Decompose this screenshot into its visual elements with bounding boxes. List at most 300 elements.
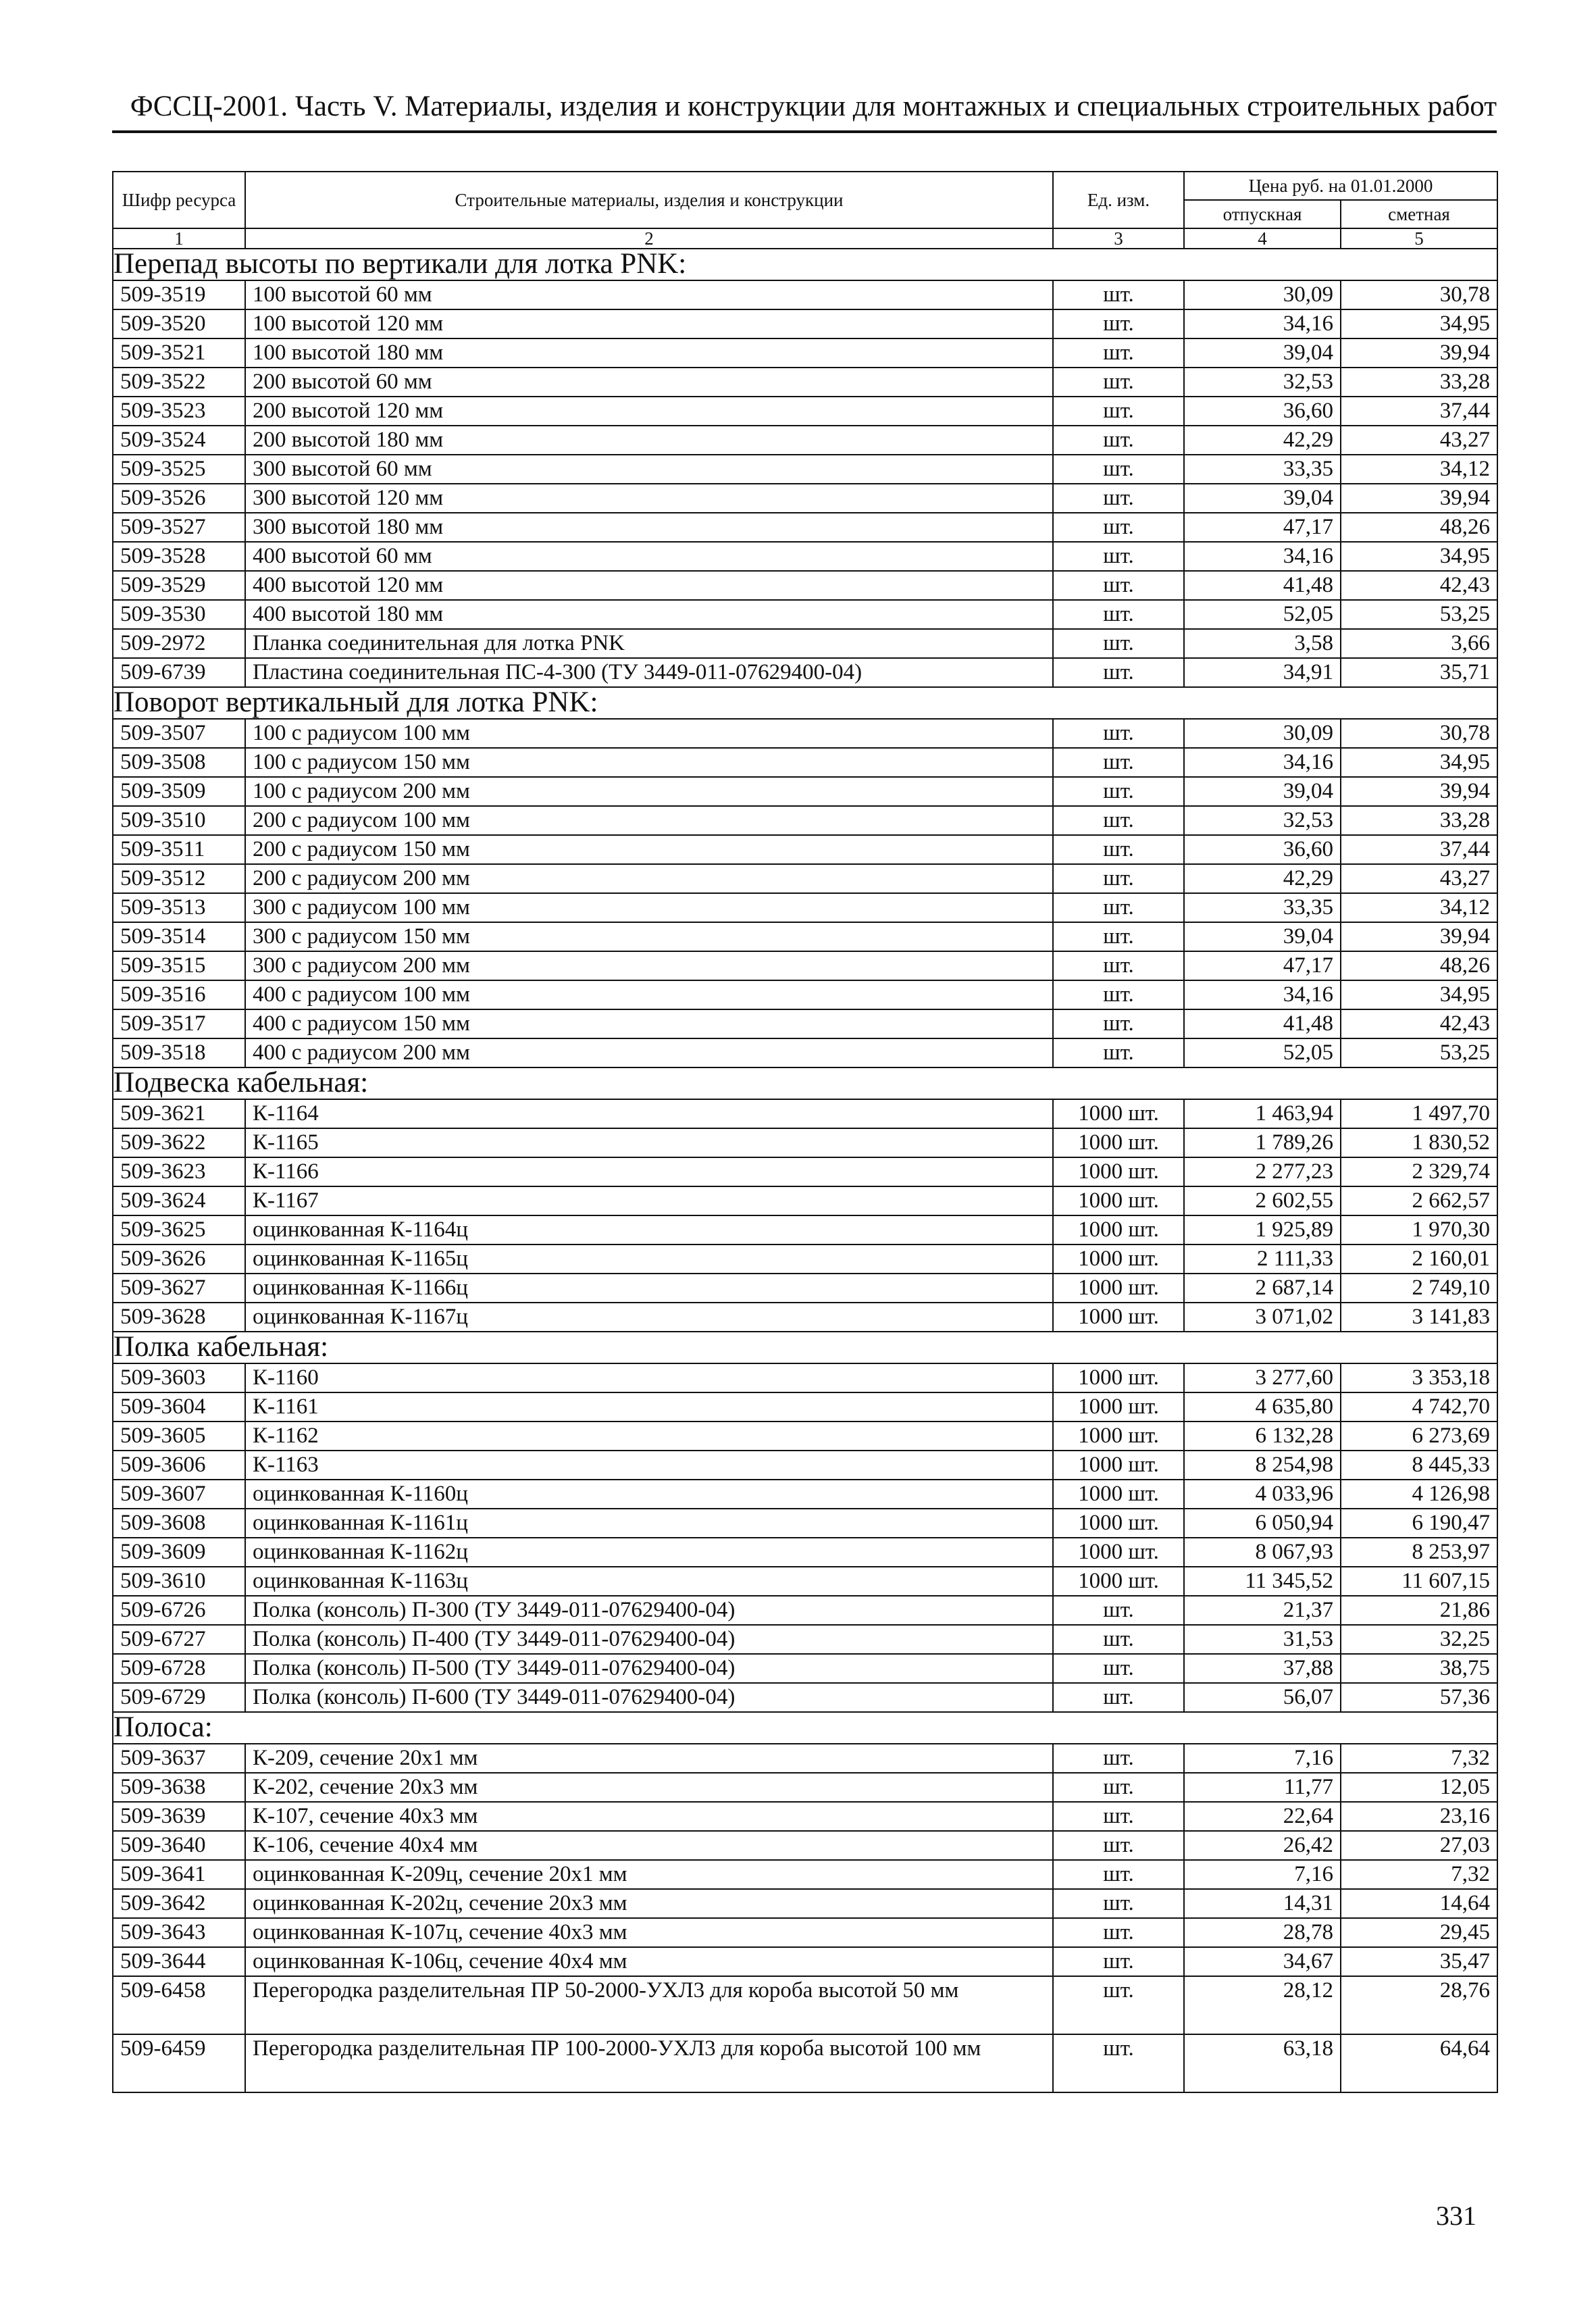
- price-estimate: 7,32: [1341, 1860, 1497, 1889]
- table-row: [113, 484, 1497, 513]
- table-row: [113, 1215, 1497, 1244]
- price-estimate: 37,44: [1341, 835, 1497, 864]
- unit: 1000 шт.: [1053, 1509, 1184, 1538]
- resource-code: 509-6459: [113, 2034, 245, 2092]
- column-number: 3: [1053, 228, 1184, 249]
- item-name: оцинкованная К-202ц, сечение 20х3 мм: [245, 1889, 1053, 1918]
- price-release: 39,04: [1184, 777, 1341, 806]
- price-estimate: 53,25: [1341, 1038, 1497, 1067]
- resource-code: 509-3628: [113, 1303, 245, 1332]
- price-release: 34,16: [1184, 980, 1341, 1009]
- price-estimate: 28,76: [1341, 1976, 1497, 2034]
- table-row: [113, 1480, 1497, 1509]
- table-row: [113, 1128, 1497, 1157]
- unit: 1000 шт.: [1053, 1567, 1184, 1596]
- unit: 1000 шт.: [1053, 1422, 1184, 1451]
- resource-code: 509-3509: [113, 777, 245, 806]
- resource-code: 509-3519: [113, 280, 245, 309]
- unit: шт.: [1053, 1596, 1184, 1625]
- price-release: 52,05: [1184, 1038, 1341, 1067]
- price-estimate: 34,95: [1341, 980, 1497, 1009]
- price-estimate: 57,36: [1341, 1683, 1497, 1712]
- resource-code: 509-3624: [113, 1186, 245, 1215]
- resource-code: 509-3638: [113, 1773, 245, 1802]
- unit: 1000 шт.: [1053, 1099, 1184, 1128]
- unit: шт.: [1053, 1918, 1184, 1947]
- unit: шт.: [1053, 1038, 1184, 1067]
- table-row: [113, 397, 1497, 426]
- price-estimate: 8 445,33: [1341, 1451, 1497, 1480]
- item-name: К-106, сечение 40х4 мм: [245, 1831, 1053, 1860]
- table-row: [113, 1683, 1497, 1712]
- header-price-group: Цена руб. на 01.01.2000: [1184, 172, 1497, 200]
- unit: 1000 шт.: [1053, 1303, 1184, 1332]
- table-row: [113, 1244, 1497, 1274]
- table-row: [113, 571, 1497, 600]
- item-name: К-1167: [245, 1186, 1053, 1215]
- price-estimate: 1 970,30: [1341, 1215, 1497, 1244]
- unit: шт.: [1053, 629, 1184, 658]
- price-release: 1 925,89: [1184, 1215, 1341, 1244]
- table-row: [113, 1654, 1497, 1683]
- unit: шт.: [1053, 951, 1184, 980]
- item-name: оцинкованная К-1160ц: [245, 1480, 1053, 1509]
- table-row: [113, 1186, 1497, 1215]
- table-row: [113, 1918, 1497, 1947]
- price-release: 3 071,02: [1184, 1303, 1341, 1332]
- price-estimate: 3 141,83: [1341, 1303, 1497, 1332]
- resource-code: 509-3525: [113, 455, 245, 484]
- price-release: 8 254,98: [1184, 1451, 1341, 1480]
- price-release: 42,29: [1184, 864, 1341, 893]
- item-name: Перегородка разделительная ПР 50-2000-УХЛ3 для короба высотой 50 мм: [245, 1976, 1053, 2034]
- unit: шт.: [1053, 864, 1184, 893]
- table-row: [113, 426, 1497, 455]
- price-release: 28,78: [1184, 1918, 1341, 1947]
- resource-code: 509-3625: [113, 1215, 245, 1244]
- price-release: 21,37: [1184, 1596, 1341, 1625]
- unit: шт.: [1053, 571, 1184, 600]
- section-title: Полоса:: [113, 1712, 1497, 1744]
- resource-code: 509-3642: [113, 1889, 245, 1918]
- table-row: [113, 1976, 1497, 2034]
- price-release: 34,16: [1184, 309, 1341, 338]
- table-row: [113, 951, 1497, 980]
- price-estimate: 39,94: [1341, 484, 1497, 513]
- unit: шт.: [1053, 338, 1184, 368]
- table-row: [113, 1038, 1497, 1067]
- resource-code: 509-3512: [113, 864, 245, 893]
- item-name: 100 с радиусом 100 мм: [245, 719, 1053, 748]
- unit: шт.: [1053, 1654, 1184, 1683]
- table-row: [113, 658, 1497, 687]
- price-estimate: 1 497,70: [1341, 1099, 1497, 1128]
- resource-code: 509-3621: [113, 1099, 245, 1128]
- resource-code: 509-3603: [113, 1363, 245, 1392]
- price-release: 41,48: [1184, 571, 1341, 600]
- resource-code: 509-3641: [113, 1860, 245, 1889]
- price-estimate: 27,03: [1341, 1831, 1497, 1860]
- table-row: [113, 338, 1497, 368]
- unit: 1000 шт.: [1053, 1128, 1184, 1157]
- section-row: [113, 1067, 1497, 1099]
- table-row: [113, 1157, 1497, 1186]
- price-estimate: 11 607,15: [1341, 1567, 1497, 1596]
- unit: шт.: [1053, 280, 1184, 309]
- price-estimate: 2 160,01: [1341, 1244, 1497, 1274]
- table-row: [113, 1567, 1497, 1596]
- resource-code: 509-3524: [113, 426, 245, 455]
- price-estimate: 12,05: [1341, 1773, 1497, 1802]
- price-estimate: 38,75: [1341, 1654, 1497, 1683]
- item-name: 300 с радиусом 200 мм: [245, 951, 1053, 980]
- table-row: [113, 1451, 1497, 1480]
- item-name: 400 с радиусом 150 мм: [245, 1009, 1053, 1038]
- price-estimate: 53,25: [1341, 600, 1497, 629]
- unit: шт.: [1053, 1802, 1184, 1831]
- table-row: [113, 1860, 1497, 1889]
- resource-code: 509-3511: [113, 835, 245, 864]
- table-row: [113, 1802, 1497, 1831]
- resource-code: 509-3529: [113, 571, 245, 600]
- price-estimate: 39,94: [1341, 338, 1497, 368]
- resource-code: 509-6458: [113, 1976, 245, 2034]
- table-row: [113, 629, 1497, 658]
- table-row: [113, 922, 1497, 951]
- price-estimate: 42,43: [1341, 1009, 1497, 1038]
- item-name: 400 высотой 180 мм: [245, 600, 1053, 629]
- price-estimate: 39,94: [1341, 777, 1497, 806]
- price-estimate: 43,27: [1341, 864, 1497, 893]
- price-release: 22,64: [1184, 1802, 1341, 1831]
- resource-code: 509-3516: [113, 980, 245, 1009]
- unit: шт.: [1053, 1976, 1184, 2034]
- resource-code: 509-3606: [113, 1451, 245, 1480]
- table-row: [113, 1947, 1497, 1976]
- table-row: [113, 1099, 1497, 1128]
- unit: шт.: [1053, 309, 1184, 338]
- item-name: Пластина соединительная ПС-4-300 (ТУ 3449-011-07629400-04): [245, 658, 1053, 687]
- price-release: 56,07: [1184, 1683, 1341, 1712]
- price-estimate: 4 742,70: [1341, 1392, 1497, 1422]
- item-name: оцинкованная К-209ц, сечение 20х1 мм: [245, 1860, 1053, 1889]
- item-name: оцинкованная К-106ц, сечение 40х4 мм: [245, 1947, 1053, 1976]
- price-release: 28,12: [1184, 1976, 1341, 2034]
- table-body: [113, 249, 1497, 2092]
- item-name: Планка соединительная для лотка PNK: [245, 629, 1053, 658]
- unit: шт.: [1053, 513, 1184, 542]
- price-estimate: 39,94: [1341, 922, 1497, 951]
- resource-code: 509-3528: [113, 542, 245, 571]
- unit: шт.: [1053, 922, 1184, 951]
- resource-code: 509-3622: [113, 1128, 245, 1157]
- unit: шт.: [1053, 1744, 1184, 1773]
- item-name: 100 с радиусом 150 мм: [245, 748, 1053, 777]
- item-name: К-1162: [245, 1422, 1053, 1451]
- table-row: [113, 777, 1497, 806]
- column-number: 2: [245, 228, 1053, 249]
- unit: 1000 шт.: [1053, 1244, 1184, 1274]
- price-release: 33,35: [1184, 893, 1341, 922]
- price-estimate: 21,86: [1341, 1596, 1497, 1625]
- price-release: 14,31: [1184, 1889, 1341, 1918]
- price-release: 47,17: [1184, 513, 1341, 542]
- unit: шт.: [1053, 397, 1184, 426]
- header-rule: [112, 130, 1497, 133]
- price-estimate: 35,71: [1341, 658, 1497, 687]
- price-estimate: 1 830,52: [1341, 1128, 1497, 1157]
- resource-code: 509-3508: [113, 748, 245, 777]
- item-name: К-209, сечение 20х1 мм: [245, 1744, 1053, 1773]
- item-name: 100 высотой 120 мм: [245, 309, 1053, 338]
- resource-code: 509-2972: [113, 629, 245, 658]
- price-release: 36,60: [1184, 397, 1341, 426]
- resource-code: 509-3643: [113, 1918, 245, 1947]
- table-row: [113, 748, 1497, 777]
- price-release: 42,29: [1184, 426, 1341, 455]
- price-release: 6 050,94: [1184, 1509, 1341, 1538]
- price-release: 3 277,60: [1184, 1363, 1341, 1392]
- price-estimate: 4 126,98: [1341, 1480, 1497, 1509]
- table-row: [113, 1596, 1497, 1625]
- resource-code: 509-3513: [113, 893, 245, 922]
- resource-code: 509-3527: [113, 513, 245, 542]
- item-name: 300 высотой 120 мм: [245, 484, 1053, 513]
- price-estimate: 32,25: [1341, 1625, 1497, 1654]
- unit: 1000 шт.: [1053, 1186, 1184, 1215]
- price-release: 34,16: [1184, 748, 1341, 777]
- table-row: [113, 1363, 1497, 1392]
- price-estimate: 43,27: [1341, 426, 1497, 455]
- table-row: [113, 1625, 1497, 1654]
- price-estimate: 34,95: [1341, 748, 1497, 777]
- item-name: 400 с радиусом 200 мм: [245, 1038, 1053, 1067]
- table-row: [113, 309, 1497, 338]
- resource-code: 509-3522: [113, 368, 245, 397]
- price-estimate: 2 662,57: [1341, 1186, 1497, 1215]
- price-release: 52,05: [1184, 600, 1341, 629]
- item-name: К-1163: [245, 1451, 1053, 1480]
- unit: шт.: [1053, 368, 1184, 397]
- unit: 1000 шт.: [1053, 1215, 1184, 1244]
- item-name: оцинкованная К-1161ц: [245, 1509, 1053, 1538]
- table-row: [113, 1422, 1497, 1451]
- resource-code: 509-3518: [113, 1038, 245, 1067]
- header-price-estimate: сметная: [1341, 200, 1497, 228]
- table-row: [113, 1392, 1497, 1422]
- item-name: 200 с радиусом 100 мм: [245, 806, 1053, 835]
- resource-code: 509-3639: [113, 1802, 245, 1831]
- item-name: 200 высотой 60 мм: [245, 368, 1053, 397]
- item-name: оцинкованная К-1163ц: [245, 1567, 1053, 1596]
- resource-code: 509-3520: [113, 309, 245, 338]
- price-release: 31,53: [1184, 1625, 1341, 1654]
- price-release: 11,77: [1184, 1773, 1341, 1802]
- table-row: [113, 513, 1497, 542]
- table-row: [113, 835, 1497, 864]
- price-release: 2 687,14: [1184, 1274, 1341, 1303]
- table-row: [113, 1009, 1497, 1038]
- column-number: 5: [1341, 228, 1497, 249]
- resource-code: 509-3526: [113, 484, 245, 513]
- item-name: К-107, сечение 40х3 мм: [245, 1802, 1053, 1831]
- price-estimate: 34,95: [1341, 309, 1497, 338]
- price-estimate: 35,47: [1341, 1947, 1497, 1976]
- unit: шт.: [1053, 658, 1184, 687]
- item-name: К-1166: [245, 1157, 1053, 1186]
- price-estimate: 14,64: [1341, 1889, 1497, 1918]
- section-title: Подвеска кабельная:: [113, 1067, 1497, 1099]
- price-release: 30,09: [1184, 719, 1341, 748]
- unit: шт.: [1053, 1947, 1184, 1976]
- resource-code: 509-3607: [113, 1480, 245, 1509]
- price-estimate: 48,26: [1341, 951, 1497, 980]
- unit: шт.: [1053, 600, 1184, 629]
- unit: шт.: [1053, 835, 1184, 864]
- table-row: [113, 2034, 1497, 2092]
- table-row: [113, 1274, 1497, 1303]
- resource-code: 509-3510: [113, 806, 245, 835]
- unit: 1000 шт.: [1053, 1363, 1184, 1392]
- section-row: [113, 249, 1497, 280]
- price-release: 2 111,33: [1184, 1244, 1341, 1274]
- section-row: [113, 687, 1497, 719]
- price-table: [112, 171, 1498, 2093]
- resource-code: 509-3605: [113, 1422, 245, 1451]
- item-name: 200 высотой 120 мм: [245, 397, 1053, 426]
- resource-code: 509-3610: [113, 1567, 245, 1596]
- item-name: 100 высотой 180 мм: [245, 338, 1053, 368]
- resource-code: 509-3627: [113, 1274, 245, 1303]
- unit: шт.: [1053, 1683, 1184, 1712]
- resource-code: 509-3523: [113, 397, 245, 426]
- table-row: [113, 542, 1497, 571]
- item-name: К-1160: [245, 1363, 1053, 1392]
- resource-code: 509-3626: [113, 1244, 245, 1274]
- table-row: [113, 1509, 1497, 1538]
- price-estimate: 34,12: [1341, 893, 1497, 922]
- item-name: Полка (консоль) П-300 (ТУ 3449-011-07629400-04): [245, 1596, 1053, 1625]
- section-row: [113, 1712, 1497, 1744]
- price-release: 3,58: [1184, 629, 1341, 658]
- table-row: [113, 893, 1497, 922]
- price-estimate: 33,28: [1341, 806, 1497, 835]
- resource-code: 509-6727: [113, 1625, 245, 1654]
- header-name: Строительные материалы, изделия и конструкции: [245, 172, 1053, 228]
- table-row: [113, 1831, 1497, 1860]
- table-row: [113, 1889, 1497, 1918]
- unit: 1000 шт.: [1053, 1451, 1184, 1480]
- price-release: 7,16: [1184, 1860, 1341, 1889]
- unit: шт.: [1053, 542, 1184, 571]
- price-release: 39,04: [1184, 922, 1341, 951]
- table-row: [113, 719, 1497, 748]
- price-release: 4 033,96: [1184, 1480, 1341, 1509]
- unit: шт.: [1053, 719, 1184, 748]
- price-estimate: 64,64: [1341, 2034, 1497, 2092]
- unit: шт.: [1053, 748, 1184, 777]
- page-header-title: ФССЦ-2001. Часть V. Материалы, изделия и конструкции для монтажных и специальных строительных работ: [130, 91, 1497, 122]
- resource-code: 509-3623: [113, 1157, 245, 1186]
- unit: шт.: [1053, 484, 1184, 513]
- price-release: 34,91: [1184, 658, 1341, 687]
- price-estimate: 42,43: [1341, 571, 1497, 600]
- price-estimate: 6 190,47: [1341, 1509, 1497, 1538]
- table-row: [113, 600, 1497, 629]
- price-release: 2 602,55: [1184, 1186, 1341, 1215]
- item-name: 300 высотой 180 мм: [245, 513, 1053, 542]
- item-name: оцинкованная К-1167ц: [245, 1303, 1053, 1332]
- table-row: [113, 806, 1497, 835]
- item-name: оцинкованная К-107ц, сечение 40х3 мм: [245, 1918, 1053, 1947]
- resource-code: 509-3517: [113, 1009, 245, 1038]
- item-name: 400 с радиусом 100 мм: [245, 980, 1053, 1009]
- unit: шт.: [1053, 1009, 1184, 1038]
- unit: шт.: [1053, 1860, 1184, 1889]
- price-release: 39,04: [1184, 338, 1341, 368]
- price-release: 2 277,23: [1184, 1157, 1341, 1186]
- item-name: Перегородка разделительная ПР 100-2000-УХЛ3 для короба высотой 100 мм: [245, 2034, 1053, 2092]
- price-estimate: 29,45: [1341, 1918, 1497, 1947]
- unit: шт.: [1053, 1773, 1184, 1802]
- price-estimate: 3 353,18: [1341, 1363, 1497, 1392]
- price-release: 33,35: [1184, 455, 1341, 484]
- table-header: [113, 172, 1497, 249]
- unit: 1000 шт.: [1053, 1392, 1184, 1422]
- resource-code: 509-6739: [113, 658, 245, 687]
- price-release: 4 635,80: [1184, 1392, 1341, 1422]
- section-title: Перепад высоты по вертикали для лотка PNK:: [113, 249, 1497, 280]
- price-release: 30,09: [1184, 280, 1341, 309]
- unit: 1000 шт.: [1053, 1538, 1184, 1567]
- resource-code: 509-3609: [113, 1538, 245, 1567]
- item-name: Полка (консоль) П-600 (ТУ 3449-011-07629400-04): [245, 1683, 1053, 1712]
- item-name: К-1164: [245, 1099, 1053, 1128]
- price-estimate: 33,28: [1341, 368, 1497, 397]
- header-code: Шифр ресурса: [113, 172, 245, 228]
- item-name: 100 высотой 60 мм: [245, 280, 1053, 309]
- item-name: 200 с радиусом 150 мм: [245, 835, 1053, 864]
- table-row: [113, 1744, 1497, 1773]
- table-row: [113, 280, 1497, 309]
- unit: 1000 шт.: [1053, 1274, 1184, 1303]
- table-row: [113, 368, 1497, 397]
- price-release: 1 463,94: [1184, 1099, 1341, 1128]
- price-estimate: 30,78: [1341, 719, 1497, 748]
- unit: шт.: [1053, 2034, 1184, 2092]
- table-row: [113, 864, 1497, 893]
- resource-code: 509-6728: [113, 1654, 245, 1683]
- unit: шт.: [1053, 777, 1184, 806]
- resource-code: 509-3514: [113, 922, 245, 951]
- price-estimate: 30,78: [1341, 280, 1497, 309]
- unit: шт.: [1053, 426, 1184, 455]
- unit: 1000 шт.: [1053, 1157, 1184, 1186]
- unit: шт.: [1053, 806, 1184, 835]
- item-name: 400 высотой 120 мм: [245, 571, 1053, 600]
- unit: шт.: [1053, 1625, 1184, 1654]
- resource-code: 509-3530: [113, 600, 245, 629]
- item-name: Полка (консоль) П-400 (ТУ 3449-011-07629400-04): [245, 1625, 1053, 1654]
- item-name: 400 высотой 60 мм: [245, 542, 1053, 571]
- price-release: 37,88: [1184, 1654, 1341, 1683]
- price-release: 7,16: [1184, 1744, 1341, 1773]
- price-release: 32,53: [1184, 806, 1341, 835]
- unit: шт.: [1053, 1831, 1184, 1860]
- price-estimate: 34,95: [1341, 542, 1497, 571]
- price-estimate: 3,66: [1341, 629, 1497, 658]
- price-estimate: 6 273,69: [1341, 1422, 1497, 1451]
